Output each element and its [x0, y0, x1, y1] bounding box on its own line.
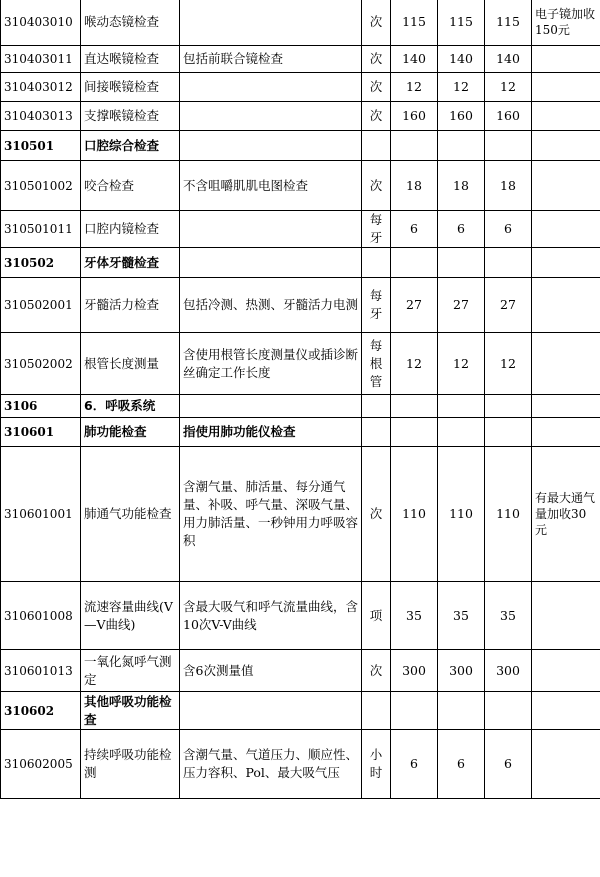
price-1-cell: 110	[391, 447, 438, 582]
price-3-cell: 12	[485, 73, 532, 102]
price-3-cell	[485, 131, 532, 161]
price-2-cell	[438, 395, 485, 418]
note-cell	[532, 650, 600, 692]
unit-cell	[362, 395, 391, 418]
note-cell	[532, 692, 600, 730]
code-cell: 310502	[1, 248, 81, 278]
unit-cell: 次	[362, 447, 391, 582]
note-cell: 电子镜加收150元	[532, 0, 600, 46]
table-row	[1, 582, 600, 650]
code-cell: 310502001	[1, 278, 81, 333]
unit-cell: 次	[362, 650, 391, 692]
name-cell: 口腔综合检查	[81, 131, 180, 161]
section-row	[1, 131, 600, 161]
content-cell: 指使用肺功能仪检查	[180, 418, 362, 447]
price-3-cell: 12	[485, 333, 532, 395]
unit-cell	[362, 248, 391, 278]
code-cell: 310601	[1, 418, 81, 447]
unit-cell: 次	[362, 161, 391, 211]
table-body	[1, 0, 600, 799]
unit-cell: 次	[362, 102, 391, 131]
note-cell	[532, 582, 600, 650]
price-2-cell: 18	[438, 161, 485, 211]
unit-cell: 每牙	[362, 278, 391, 333]
code-cell: 310602005	[1, 730, 81, 799]
name-cell: 一氧化氮呼气测定	[81, 650, 180, 692]
name-cell: 喉动态镜检查	[81, 0, 180, 46]
unit-cell: 次	[362, 0, 391, 46]
price-3-cell	[485, 395, 532, 418]
content-cell	[180, 131, 362, 161]
name-cell: 6．呼吸系统	[81, 395, 180, 418]
note-cell	[532, 211, 600, 248]
price-1-cell: 27	[391, 278, 438, 333]
note-cell	[532, 395, 600, 418]
table-row	[1, 211, 600, 248]
code-cell: 310502002	[1, 333, 81, 395]
price-3-cell: 140	[485, 46, 532, 73]
price-2-cell: 115	[438, 0, 485, 46]
content-cell: 含潮气量、肺活量、每分通气量、补吸、呼气量、深吸气量、用力肺活量、一秒钟用力呼吸容积	[180, 447, 362, 582]
note-cell	[532, 161, 600, 211]
price-2-cell: 35	[438, 582, 485, 650]
price-3-cell: 35	[485, 582, 532, 650]
price-2-cell: 140	[438, 46, 485, 73]
name-cell: 口腔内镜检查	[81, 211, 180, 248]
price-3-cell	[485, 248, 532, 278]
price-1-cell: 160	[391, 102, 438, 131]
code-cell: 310501011	[1, 211, 81, 248]
name-cell: 支撑喉镜检查	[81, 102, 180, 131]
code-cell: 310601001	[1, 447, 81, 582]
price-3-cell	[485, 418, 532, 447]
price-1-cell	[391, 395, 438, 418]
price-1-cell: 140	[391, 46, 438, 73]
content-cell: 含最大吸气和呼气流量曲线，含10次V-V曲线	[180, 582, 362, 650]
unit-cell: 每牙	[362, 211, 391, 248]
section-row	[1, 692, 600, 730]
content-cell: 包括冷测、热测、牙髓活力电测	[180, 278, 362, 333]
price-3-cell: 110	[485, 447, 532, 582]
price-2-cell: 12	[438, 73, 485, 102]
price-3-cell: 18	[485, 161, 532, 211]
price-2-cell	[438, 248, 485, 278]
name-cell: 流速容量曲线(V—V曲线)	[81, 582, 180, 650]
table-row	[1, 650, 600, 692]
price-1-cell: 18	[391, 161, 438, 211]
content-cell: 含使用根管长度测量仪或插诊断丝确定工作长度	[180, 333, 362, 395]
price-2-cell	[438, 692, 485, 730]
unit-cell: 次	[362, 73, 391, 102]
price-2-cell	[438, 131, 485, 161]
section-row	[1, 395, 600, 418]
note-cell	[532, 333, 600, 395]
unit-cell: 每根管	[362, 333, 391, 395]
table-row	[1, 73, 600, 102]
table-row	[1, 161, 600, 211]
content-cell: 不含咀嚼肌肌电图检查	[180, 161, 362, 211]
name-cell: 直达喉镜检查	[81, 46, 180, 73]
price-1-cell	[391, 692, 438, 730]
note-cell	[532, 102, 600, 131]
name-cell: 间接喉镜检查	[81, 73, 180, 102]
price-2-cell: 300	[438, 650, 485, 692]
name-cell: 根管长度测量	[81, 333, 180, 395]
content-cell: 含6次测量值	[180, 650, 362, 692]
table-row	[1, 333, 600, 395]
section-row	[1, 418, 600, 447]
price-1-cell: 115	[391, 0, 438, 46]
price-1-cell	[391, 131, 438, 161]
price-3-cell: 300	[485, 650, 532, 692]
code-cell: 310403011	[1, 46, 81, 73]
table-row	[1, 278, 600, 333]
note-cell	[532, 73, 600, 102]
price-1-cell: 6	[391, 211, 438, 248]
content-cell: 包括前联合镜检查	[180, 46, 362, 73]
unit-cell	[362, 418, 391, 447]
code-cell: 310403012	[1, 73, 81, 102]
name-cell: 牙体牙髓检查	[81, 248, 180, 278]
price-1-cell: 12	[391, 333, 438, 395]
table-row	[1, 46, 600, 73]
content-cell	[180, 211, 362, 248]
content-cell	[180, 0, 362, 46]
table-row	[1, 447, 600, 582]
table-row	[1, 102, 600, 131]
table-row	[1, 0, 600, 46]
price-3-cell: 115	[485, 0, 532, 46]
note-cell	[532, 131, 600, 161]
content-cell	[180, 73, 362, 102]
note-cell	[532, 418, 600, 447]
price-2-cell	[438, 418, 485, 447]
name-cell: 牙髓活力检查	[81, 278, 180, 333]
price-3-cell: 160	[485, 102, 532, 131]
price-2-cell: 110	[438, 447, 485, 582]
price-2-cell: 6	[438, 211, 485, 248]
code-cell: 310601008	[1, 582, 81, 650]
code-cell: 310602	[1, 692, 81, 730]
note-cell	[532, 248, 600, 278]
note-cell	[532, 278, 600, 333]
content-cell	[180, 248, 362, 278]
price-1-cell	[391, 418, 438, 447]
name-cell: 肺功能检查	[81, 418, 180, 447]
price-1-cell: 6	[391, 730, 438, 799]
content-cell	[180, 692, 362, 730]
price-2-cell: 27	[438, 278, 485, 333]
price-3-cell: 6	[485, 730, 532, 799]
unit-cell: 小时	[362, 730, 391, 799]
code-cell: 310601013	[1, 650, 81, 692]
note-cell: 有最大通气量加收30元	[532, 447, 600, 582]
price-1-cell: 300	[391, 650, 438, 692]
price-2-cell: 6	[438, 730, 485, 799]
price-3-cell: 27	[485, 278, 532, 333]
code-cell: 310501	[1, 131, 81, 161]
unit-cell	[362, 131, 391, 161]
content-cell	[180, 102, 362, 131]
price-2-cell: 12	[438, 333, 485, 395]
unit-cell: 次	[362, 46, 391, 73]
code-cell: 310403013	[1, 102, 81, 131]
price-2-cell: 160	[438, 102, 485, 131]
note-cell	[532, 730, 600, 799]
content-cell	[180, 395, 362, 418]
name-cell: 其他呼吸功能检查	[81, 692, 180, 730]
price-3-cell: 6	[485, 211, 532, 248]
price-3-cell	[485, 692, 532, 730]
unit-cell	[362, 692, 391, 730]
section-row	[1, 248, 600, 278]
code-cell: 310501002	[1, 161, 81, 211]
code-cell: 3106	[1, 395, 81, 418]
table-row	[1, 730, 600, 799]
code-cell: 310403010	[1, 0, 81, 46]
name-cell: 持续呼吸功能检测	[81, 730, 180, 799]
unit-cell: 项	[362, 582, 391, 650]
price-1-cell: 35	[391, 582, 438, 650]
note-cell	[532, 46, 600, 73]
name-cell: 咬合检查	[81, 161, 180, 211]
price-1-cell	[391, 248, 438, 278]
content-cell: 含潮气量、气道压力、顺应性、压力容积、Pol、最大吸气压	[180, 730, 362, 799]
price-1-cell: 12	[391, 73, 438, 102]
name-cell: 肺通气功能检查	[81, 447, 180, 582]
